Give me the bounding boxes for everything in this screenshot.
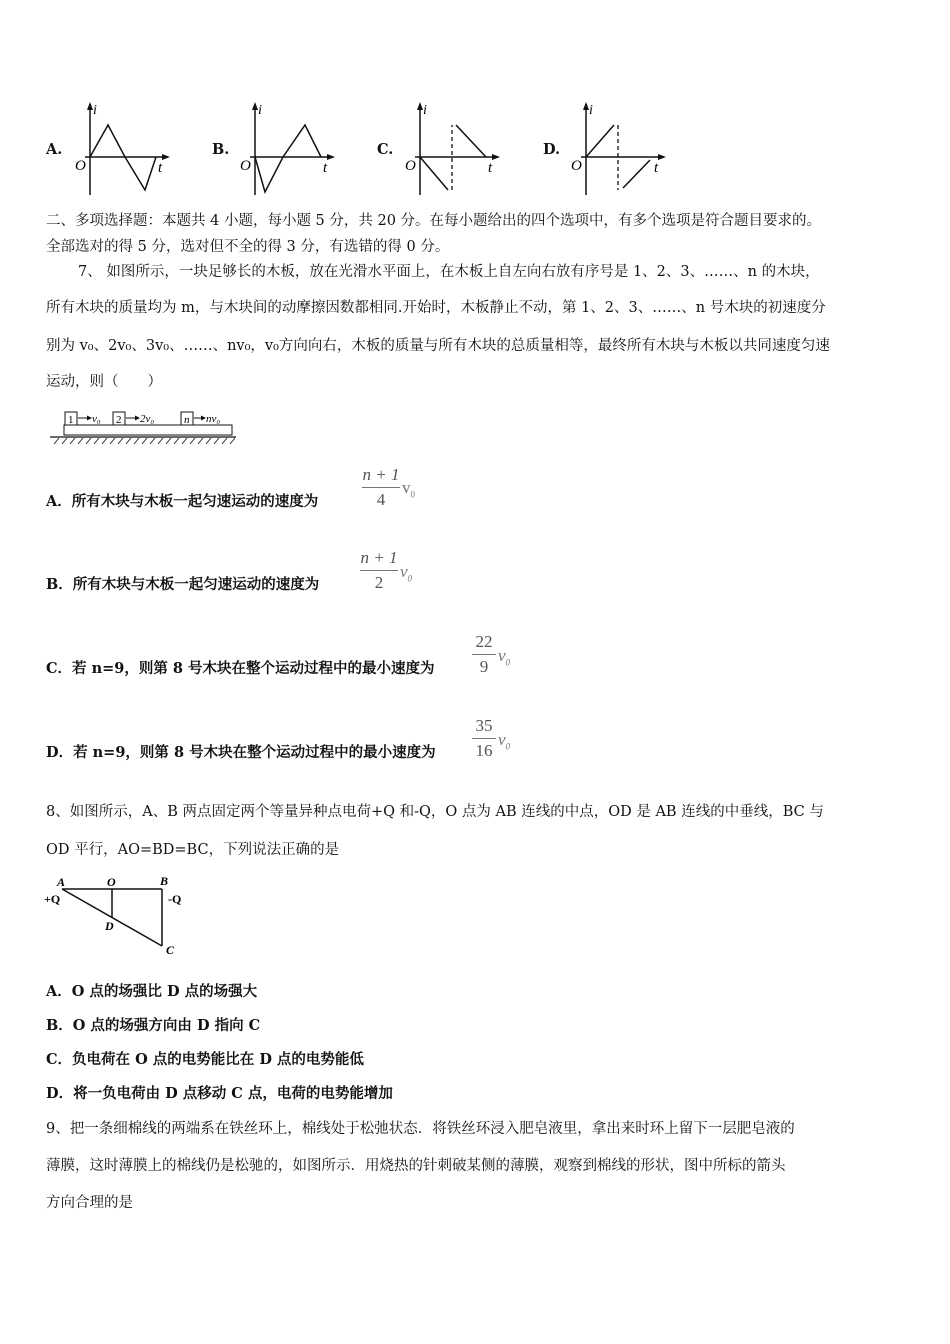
q6-option-d-label: D. <box>543 141 561 158</box>
q7-option-d-unit: $v_0$ <box>498 730 511 752</box>
denominator: 4 <box>376 490 386 509</box>
numerator: n + 1 <box>360 548 398 567</box>
y-axis-label: i <box>93 103 97 118</box>
x-axis-label: t <box>654 160 659 176</box>
q7-stem-line1: 7、 如图所示，一块足够长的木板，放在光滑水平面上，在木板上自左向右放有序号是 1、2、3、……、n 的木块， <box>78 264 820 280</box>
minus-q-label: -Q <box>168 892 182 906</box>
q6-graph-a <box>70 100 180 200</box>
q7-option-a-unit: $v_0$ <box>402 478 415 500</box>
x-axis-label: t <box>488 160 493 176</box>
q7-option-d-fraction <box>472 716 496 761</box>
origin-label: O <box>405 158 416 174</box>
q7-option-c-unit: $v_0$ <box>498 646 511 668</box>
q8-option-c[interactable]: C．负电荷在 O 点的电势能比在 D 点的电势能低 <box>46 1051 364 1068</box>
q7-option-b-fraction <box>360 548 398 593</box>
point-a-label: A <box>57 875 66 889</box>
denominator: 9 <box>479 657 489 676</box>
q8-stem-line2: OD 平行，AO=BD=BC，下列说法正确的是 <box>46 842 340 858</box>
q6-graph-d <box>566 100 676 200</box>
origin-label: O <box>240 158 251 174</box>
q7-board-figure <box>50 405 240 447</box>
q7-option-d-text[interactable]: D．若 n=9，则第 8 号木块在整个运动过程中的最小速度为 <box>46 744 436 761</box>
q7-option-b-unit: $v_0$ <box>400 562 413 584</box>
q6-option-c-label: C. <box>377 141 394 158</box>
block-2-label: 2 <box>116 414 122 426</box>
point-d-label: D <box>105 919 114 933</box>
q8-option-a[interactable]: A．O 点的场强比 D 点的场强大 <box>46 983 258 1000</box>
y-axis-label: i <box>423 103 427 118</box>
y-axis-label: i <box>589 103 593 118</box>
q7-stem-line3: 别为 v₀、2v₀、3v₀、……、nv₀，v₀方向向右，木板的质量与所有木块的总质量相等，最终所有木块与木板以共同速度匀速 <box>46 338 830 354</box>
block-1-label: 1 <box>68 414 74 426</box>
q6-graph-b <box>235 100 345 200</box>
y-axis-label: i <box>258 103 262 118</box>
point-o-label: O <box>107 875 116 889</box>
x-axis-label: t <box>323 160 328 176</box>
block-1-velocity: v₀ <box>92 413 101 425</box>
denominator: 16 <box>475 741 493 760</box>
numerator: n + 1 <box>362 465 400 484</box>
block-2-velocity: 2v₀ <box>140 413 155 425</box>
q7-stem-line2: 所有木块的质量均为 m，与木块间的动摩擦因数都相同.开始时，木板静止不动，第 1、2、3、……、n 号木块的初速度分 <box>46 300 826 316</box>
q7-stem-line4: 运动，则（ ） <box>46 374 162 390</box>
q7-option-c-text[interactable]: C．若 n=9，则第 8 号木块在整个运动过程中的最小速度为 <box>46 660 435 677</box>
q9-stem-line3: 方向合理的是 <box>46 1195 133 1211</box>
q8-option-b[interactable]: B．O 点的场强方向由 D 指向 C <box>46 1017 261 1034</box>
x-axis-label: t <box>158 160 163 176</box>
numerator: 22 <box>475 632 493 651</box>
q7-option-a-fraction <box>362 465 400 510</box>
q8-option-d[interactable]: D．将一负电荷由 D 点移动 C 点，电荷的电势能增加 <box>46 1085 393 1102</box>
block-n-label: n <box>184 414 190 426</box>
plus-q-label: +Q <box>44 892 61 906</box>
q8-stem-line1: 8、如图所示，A、B 两点固定两个等量异种点电荷+Q 和-Q，O 点为 AB 连线的中点，OD 是 AB 连线的中垂线，BC 与 <box>46 804 824 820</box>
denominator: 2 <box>374 573 384 592</box>
point-b-label: B <box>160 874 169 888</box>
block-n-velocity: nv₀ <box>206 413 221 425</box>
q7-option-c-fraction <box>472 632 496 677</box>
numerator: 35 <box>475 716 493 735</box>
origin-label: O <box>75 158 86 174</box>
point-c-label: C <box>166 943 175 957</box>
q6-graph-c <box>400 100 510 200</box>
q9-stem-line1: 9、把一条细棉线的两端系在铁丝环上，棉线处于松弛状态．将铁丝环浸入肥皂液里，拿出来时环上留下一层肥皂液的 <box>46 1121 795 1137</box>
q6-option-a-label: A. <box>46 141 63 158</box>
q7-option-b-text[interactable]: B．所有木块与木板一起匀速运动的速度为 <box>46 576 320 593</box>
q6-option-b-label: B. <box>212 141 230 158</box>
q9-stem-line2: 薄膜，这时薄膜上的棉线仍是松驰的，如图所示．用烧热的针刺破某侧的薄膜，观察到棉线的形状，图中所标的箭头 <box>46 1158 786 1174</box>
q8-charge-figure <box>42 872 192 957</box>
q7-option-a-text[interactable]: A．所有木块与木板一起匀速运动的速度为 <box>46 493 319 510</box>
section2-line2: 全部选对的得 5 分，选对但不全的得 3 分，有选错的得 0 分。 <box>46 239 450 255</box>
origin-label: O <box>571 158 582 174</box>
section2-line1: 二、多项选择题：本题共 4 小题，每小题 5 分，共 20 分。在每小题给出的四个选项中，有多个选项是符合题目要求的。 <box>46 213 822 229</box>
